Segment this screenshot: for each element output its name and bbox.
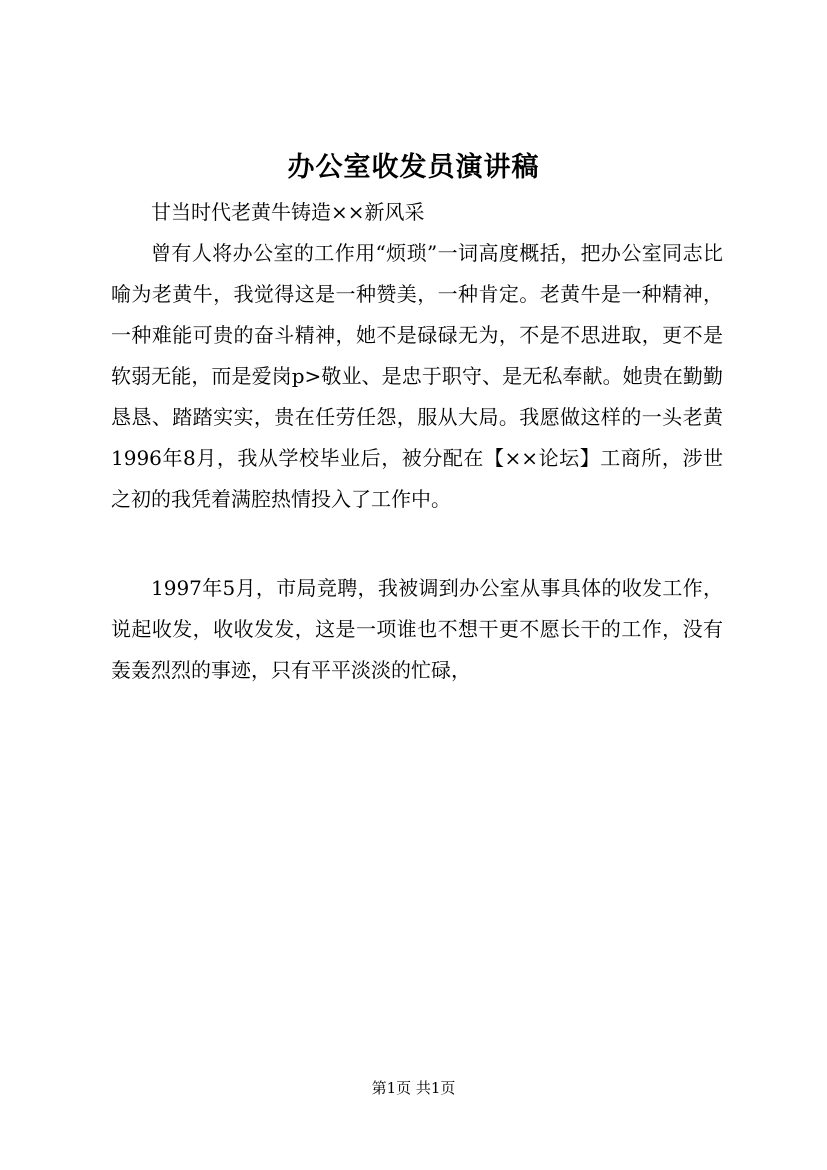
document-subtitle: 甘当时代老黄牛铸造××新风采 [151, 200, 425, 224]
paragraph-2: 1997年5月，市局竞聘，我被调到办公室从事具体的收发工作，说起收发，收收发发，这是一项谁也不想干更不愿长干的工作，没有轰轰烈烈的事迹，只有平平淡淡的忙碌， [111, 576, 723, 682]
paragraph-1: 曾有人将办公室的工作用“烦琐”一词高度概括，把办公室同志比喻为老黄牛，我觉得这是一种赞美，一种肯定。老黄牛是一种精神，一种难能可贵的奋斗精神，她不是碌碌无为，不是不思进取，更不是软弱无能，而是爱岗p>敬业、是忠于职守、是无私奉献。她贵在勤勤恳恳、踏踏实实，贵在任劳任怨，服从大局。我愿做这样的一头老黄1996年8月，我从学校毕业后，被分配在【××论坛】工商所，涉世之初的我凭着满腔热情投入了工作中。 [111, 241, 723, 511]
document-title: 办公室收发员演讲稿 [287, 152, 540, 183]
page-footer: 第1页 共1页 [371, 1079, 456, 1097]
